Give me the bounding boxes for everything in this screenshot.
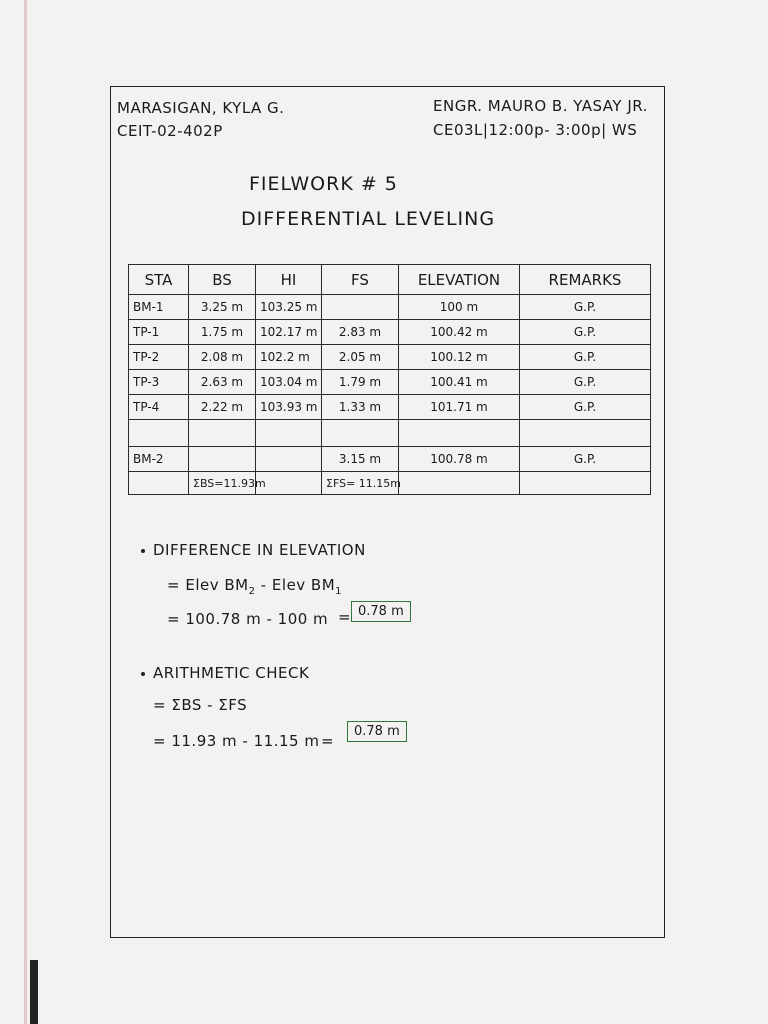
arithmetic-formula: = ΣBS - ΣFS <box>153 696 248 714</box>
table-cell: 102.17 m <box>256 320 322 345</box>
table-cell: 2.63 m <box>189 370 256 395</box>
bullet-icon <box>141 672 145 676</box>
table-cell: 100.78 m <box>399 447 520 472</box>
table-row <box>129 295 651 320</box>
instructor-name: ENGR. MAURO B. YASAY JR. <box>433 97 648 115</box>
bullet-icon <box>141 549 145 553</box>
page-edge-line <box>24 0 27 1024</box>
leveling-table <box>128 264 651 495</box>
page-subtitle: DIFFERENTIAL LEVELING <box>241 208 496 230</box>
arithmetic-result-box: 0.78 m <box>347 721 407 742</box>
table-cell: 2.83 m <box>322 320 399 345</box>
formula-subscript: 1 <box>335 586 343 597</box>
table-cell: G.P. <box>520 345 651 370</box>
column-header: FS <box>322 265 399 295</box>
table-cell: G.P. <box>520 370 651 395</box>
table-cell: TP-2 <box>129 345 189 370</box>
table-cell <box>189 420 256 447</box>
formula-part: = Elev BM <box>167 576 249 594</box>
student-name: MARASIGAN, KYLA G. <box>117 99 285 117</box>
table-cell: 103.25 m <box>256 295 322 320</box>
table-cell <box>322 420 399 447</box>
formula-subscript: 2 <box>248 586 256 597</box>
table-row <box>129 320 651 345</box>
table-cell: 3.25 m <box>189 295 256 320</box>
difference-computation: = 100.78 m - 100 m <box>167 610 329 628</box>
table-cell: BM-2 <box>129 447 189 472</box>
table-cell: 3.15 m <box>322 447 399 472</box>
table-cell: BM-1 <box>129 295 189 320</box>
difference-equals: = <box>338 608 352 626</box>
table-cell: 1.75 m <box>189 320 256 345</box>
table-cell <box>189 447 256 472</box>
class-schedule: CE03L|12:00p- 3:00p| WS <box>433 121 638 139</box>
column-header: BS <box>189 265 256 295</box>
table-cell <box>520 472 651 495</box>
table-header-row <box>129 265 651 295</box>
table-cell <box>129 472 189 495</box>
table-cell: 102.2 m <box>256 345 322 370</box>
table-cell: 100.12 m <box>399 345 520 370</box>
column-header: HI <box>256 265 322 295</box>
column-header: STA <box>129 265 189 295</box>
table-cell <box>256 420 322 447</box>
table-cell: 1.79 m <box>322 370 399 395</box>
difference-result-box: 0.78 m <box>351 601 411 622</box>
table-cell: 100.42 m <box>399 320 520 345</box>
table-row <box>129 447 651 472</box>
table-row-empty <box>129 420 651 447</box>
table-cell: 1.33 m <box>322 395 399 420</box>
difference-heading <box>141 541 366 559</box>
table-row <box>129 345 651 370</box>
difference-heading-text: DIFFERENCE IN ELEVATION <box>153 541 366 559</box>
bs-sum-cell: ΣBS=11.93m <box>189 472 256 495</box>
table-cell <box>520 420 651 447</box>
table-cell: TP-4 <box>129 395 189 420</box>
worksheet <box>110 86 665 938</box>
table-cell <box>399 472 520 495</box>
table-cell: 103.93 m <box>256 395 322 420</box>
table-cell <box>399 420 520 447</box>
table-cell <box>129 420 189 447</box>
table-cell: 101.71 m <box>399 395 520 420</box>
table-cell: 103.04 m <box>256 370 322 395</box>
table-cell: 2.22 m <box>189 395 256 420</box>
table-cell: TP-1 <box>129 320 189 345</box>
formula-part: - Elev BM <box>255 576 336 594</box>
table-cell: 2.08 m <box>189 345 256 370</box>
student-section: CEIT-02-402P <box>117 122 223 140</box>
fs-sum-cell: ΣFS= 11.15m <box>322 472 399 495</box>
table-cell: TP-3 <box>129 370 189 395</box>
arithmetic-heading-text: ARITHMETIC CHECK <box>153 664 310 682</box>
table-row <box>129 395 651 420</box>
table-cell: G.P. <box>520 320 651 345</box>
table-cell: G.P. <box>520 295 651 320</box>
arithmetic-equals: = <box>321 732 335 750</box>
table-cell: G.P. <box>520 395 651 420</box>
arithmetic-computation: = 11.93 m - 11.15 m <box>153 732 320 750</box>
table-cell: G.P. <box>520 447 651 472</box>
difference-formula <box>167 576 342 597</box>
column-header: REMARKS <box>520 265 651 295</box>
column-header: ELEVATION <box>399 265 520 295</box>
page-title: FIELWORK # 5 <box>249 173 398 195</box>
table-row <box>129 370 651 395</box>
table-cell: 2.05 m <box>322 345 399 370</box>
table-cell: 100 m <box>399 295 520 320</box>
table-cell: 100.41 m <box>399 370 520 395</box>
table-row-sum <box>129 472 651 495</box>
table-cell <box>322 295 399 320</box>
table-cell <box>256 447 322 472</box>
arithmetic-heading <box>141 664 309 682</box>
page-edge-mark <box>30 960 38 1024</box>
